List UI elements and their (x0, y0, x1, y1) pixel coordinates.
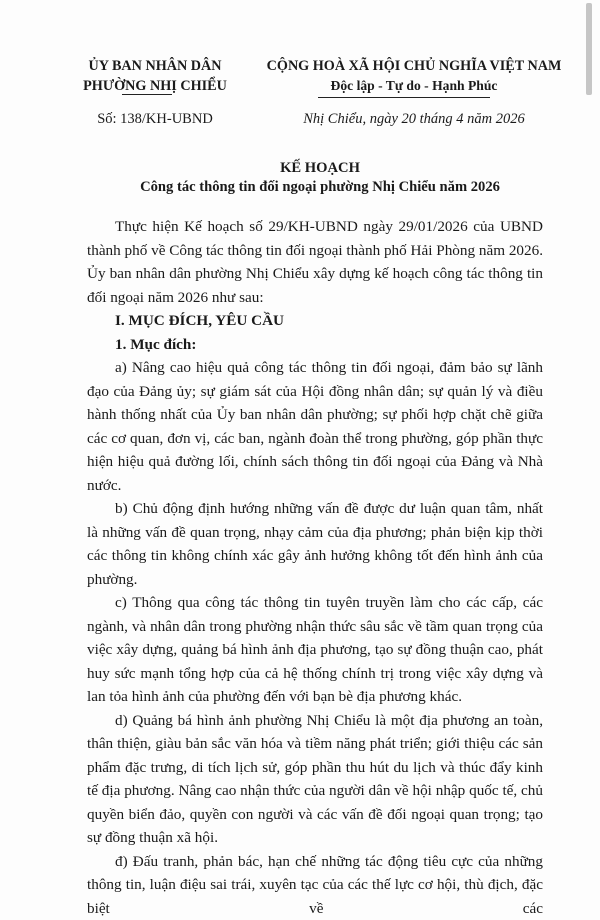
motto-underline (318, 97, 490, 98)
document-title (60, 159, 580, 197)
item-c: c) Thông qua công tác thông tin tuyên truyền làm cho các cấp, các ngành, và nhân dân trong phường nhận thức sâu sắc về tầm quan trọng của việc xây dựng, quảng bá hình ảnh địa phương, tạo sự đồng thuận cao, phát huy sức mạnh tổng hợp của cả hệ thống chính trị trong việc xây dựng và lan tỏa hình ảnh của phường đến với bạn bè địa phương khác. (87, 591, 543, 709)
issuing-agency (70, 56, 240, 96)
national-heading (248, 56, 580, 96)
title-main: KẾ HOẠCH (60, 159, 580, 178)
document-body (87, 215, 543, 920)
vertical-scrollbar-thumb[interactable] (586, 3, 592, 95)
agency-line-2: PHƯỜNG NHỊ CHIỂU (70, 76, 240, 96)
nation-line: CỘNG HOÀ XÃ HỘI CHỦ NGHĨA VIỆT NAM (248, 56, 580, 76)
agency-line-1: ỦY BAN NHÂN DÂN (70, 56, 240, 76)
item-dd: đ) Đấu tranh, phản bác, hạn chế những tác động tiêu cực của những thông tin, luận điệu sai trái, xuyên tạc của các thế lực cơ hội, thù địch, đặc biệt về các (87, 850, 543, 920)
place-date: Nhị Chiểu, ngày 20 tháng 4 năm 2026 (248, 111, 580, 128)
intro-paragraph: Thực hiện Kế hoạch số 29/KH-UBND ngày 29/01/2026 của UBND thành phố về Công tác thông tin đối ngoại thành phố Hải Phòng năm 2026. Ủy ban nhân dân phường Nhị Chiểu xây dựng kế hoạch công tác thông tin đối ngoại năm 2026 như sau: (87, 215, 543, 309)
item-d: d) Quảng bá hình ảnh phường Nhị Chiểu là một địa phương an toàn, thân thiện, giàu bản sắc văn hóa và tiềm năng phát triển; giới thiệu các sản phẩm đặc trưng, di tích lịch sử, góp phần thu hút du lịch và thúc đẩy kinh tế địa phương. Nâng cao nhận thức của người dân về hội nhập quốc tế, chủ quyền biển đảo, quyền con người và các vấn đề đối ngoại quan trọng; tạo sự đồng thuận xã hội. (87, 709, 543, 850)
item-b: b) Chủ động định hướng những vấn đề được dư luận quan tâm, nhất là những vấn đề quan trọng, nhạy cảm của địa phương; phản biện kịp thời các thông tin không chính xác gây ảnh hưởng không tốt đến hình ảnh của phường. (87, 497, 543, 591)
document-number: Số: 138/KH-UBND (70, 111, 240, 128)
item-a: a) Nâng cao hiệu quả công tác thông tin đối ngoại, đảm bảo sự lãnh đạo của Đảng ủy; sự giám sát của Hội đồng nhân dân; sự quản lý và điều hành thống nhất của Ủy ban nhân dân phường; sự phối hợp chặt chẽ giữa các cơ quan, đơn vị, các ban, ngành đoàn thể trong phường, góp phần thực hiện hiệu quả đường lối, chính sách thông tin đối ngoại của Đảng và Nhà nước. (87, 356, 543, 497)
agency-underline (122, 94, 172, 95)
subsection-heading: 1. Mục đích: (87, 333, 543, 357)
title-subtitle: Công tác thông tin đối ngoại phường Nhị Chiểu năm 2026 (60, 178, 580, 197)
national-motto: Độc lập - Tự do - Hạnh Phúc (248, 76, 580, 96)
section-heading: I. MỤC ĐÍCH, YÊU CẦU (87, 309, 543, 333)
